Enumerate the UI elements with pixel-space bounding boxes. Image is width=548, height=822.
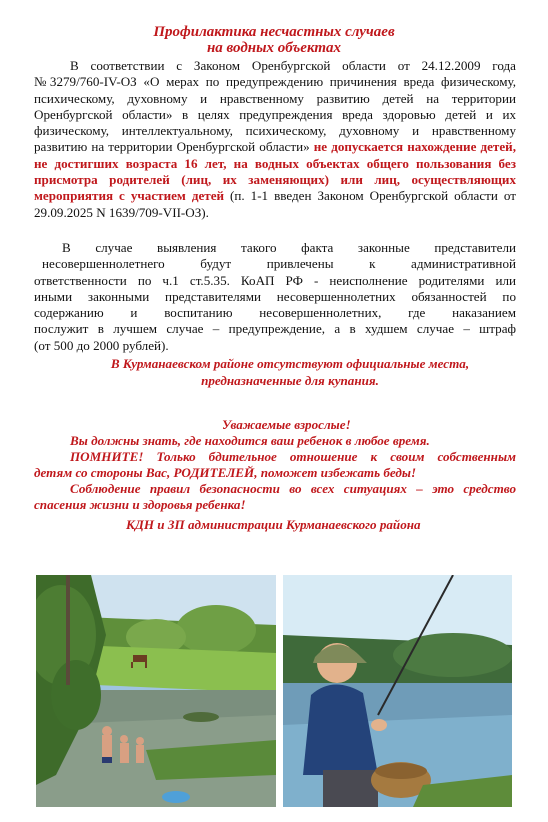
appeal-line: детям со стороны Вас, РОДИТЕЛЕЙ, поможет избежать беды! — [34, 465, 417, 480]
liability-paragraph — [34, 240, 516, 354]
no-official-beaches-notice: В Курманаевском районе отсутствуют официальные места, — [110, 356, 470, 371]
appeal-heading: Уважаемые взрослые! — [222, 417, 351, 432]
page-title: Профилактика несчастных случаев — [153, 24, 395, 40]
liability-line: иными законными представителями несовершеннолетних обязанностей по — [34, 288, 516, 304]
liability-line: несовершеннолетнего будут привлечены к административной — [42, 256, 516, 272]
page-subtitle: на водных объектах — [206, 40, 342, 56]
liability-line: (от 500 до 2000 рублей). — [34, 337, 169, 353]
appeal-line: спасения жизни и здоровья ребенка! — [34, 497, 246, 512]
boy-fishing-photo — [283, 575, 512, 807]
appeal-line: Вы должны знать, где находится ваш ребенок в любое время. — [70, 433, 430, 448]
appeal-line: Соблюдение правил безопасности во всех ситуациях – это средство — [70, 481, 516, 496]
liability-line: ответственности по ч.1 ст.5.35. КоАП РФ - неисполнение родителями или — [34, 272, 516, 288]
prohibition-text: не допускается нахождение детей, не достигших возраста 16 лет, на водных объектах общего пользования без присмотра родителей (лиц, их заменяющих) или лиц, осуществляющих мероприятия с участием детей — [34, 139, 516, 204]
law-reference-text: (п. 1-1 введен Законом Оренбургской области от 29.09.2025 N 1639/709-VII-ОЗ). — [34, 188, 516, 220]
signature: КДН и ЗП администрации Курманаевского района — [126, 517, 421, 532]
law-paragraph — [34, 58, 516, 221]
liability-line: послужит в лучшем случае – предупреждение, а в худшем случае – штраф — [34, 321, 516, 337]
appeal-line: ПОМНИТЕ! Только бдительное отношение к своим собственным — [70, 449, 516, 464]
law-intro-text: В соответствии с Законом Оренбургской области от 24.12.2009 года №3279/760-IV-ОЗ «О мерах по предупреждению причинения вреда физическому, психическому, духовному и нравственному развитию детей на территории Оренбургской области» в целях предупреждения вреда здоровью детей и их физическому, интеллектуальному, психическому, духовному и нравственному развитию на территории Оренбургской области» — [34, 58, 516, 155]
no-official-beaches-notice-cont: предназначенные для купания. — [201, 373, 379, 388]
liability-line: содержанию и воспитанию несовершеннолетних, где наказанием — [34, 305, 516, 321]
river-bathing-photo — [36, 575, 276, 807]
liability-line: В случае выявления такого факта законные представители — [62, 240, 516, 255]
